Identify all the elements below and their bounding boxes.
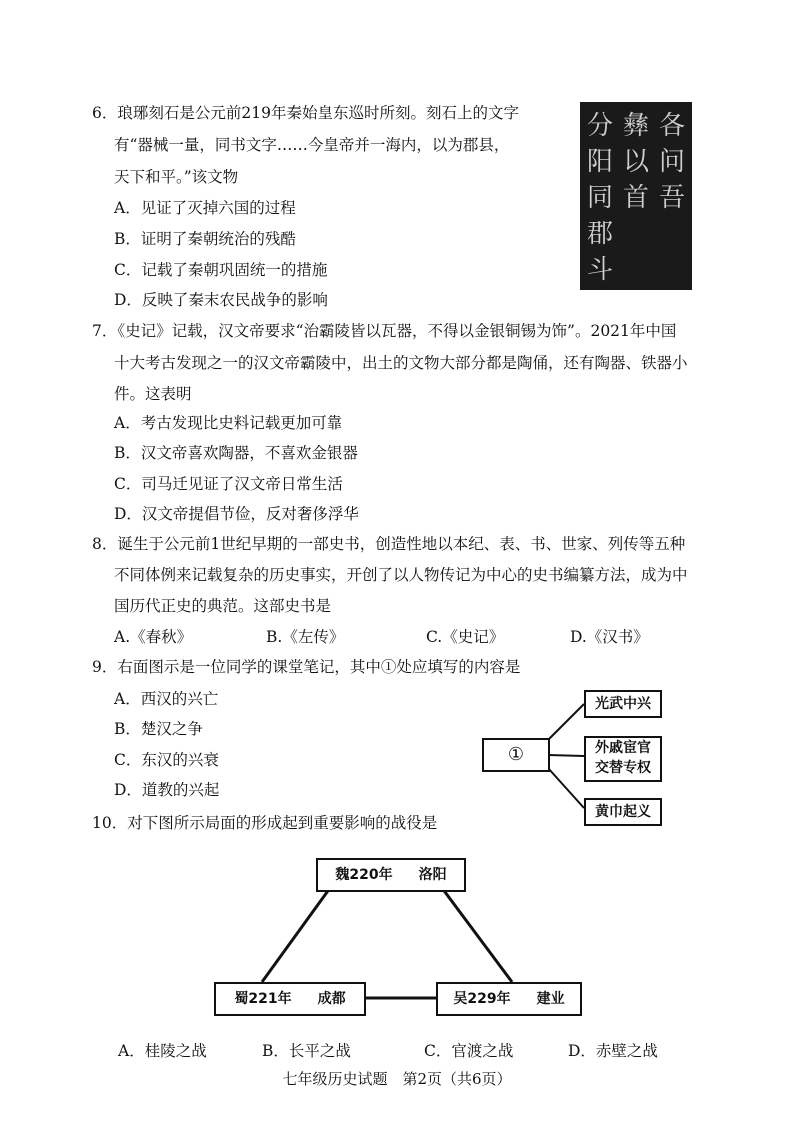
q7-stem-line-1: 7．《史记》记载，汉文帝要求“治霸陵皆以瓦器，不得以金银铜锡为饰”。2021年中国	[92, 322, 677, 340]
q7-option-a: A．考古发现比史料记载更加可靠	[114, 414, 343, 432]
q10-option-b: B．长平之战	[262, 1042, 351, 1060]
q9-option-a: A．西汉的兴亡	[114, 690, 219, 708]
q9-option-b: B．楚汉之争	[114, 720, 203, 738]
q9-connector-middle	[548, 755, 584, 756]
q10-shu-year: 蜀221年	[234, 991, 292, 1007]
q9-connector-bottom	[548, 768, 584, 808]
q7-stem-line-3: 件。这表明	[114, 385, 192, 403]
q10-wu-year: 吴229年	[453, 991, 511, 1007]
q8-stem-line-3: 国历代正史的典范。这部史书是	[114, 597, 332, 615]
q9-center-box: ①	[482, 738, 550, 772]
q6-option-d: D．反映了秦末农民战争的影响	[114, 291, 328, 309]
q6-stem-line-1: 6．琅琊刻石是公元前219年秦始皇东巡时所刻。刻石上的文字	[92, 104, 519, 122]
page-footer: 七年级历史试题 第2页（共6页）	[282, 1070, 512, 1088]
q6-option-a: A．见证了灭掉六国的过程	[114, 199, 296, 217]
q6-option-b: B．证明了秦朝统治的残酷	[114, 230, 296, 248]
q9-option-d: D．道教的兴起	[114, 781, 220, 799]
q7-option-c: C．司马迁见证了汉文帝日常生活	[114, 475, 343, 493]
q10-stem: 10．对下图所示局面的形成起到重要影响的战役是	[92, 814, 438, 832]
q9-stem: 9．右面图示是一位同学的课堂笔记，其中①处应填写的内容是	[92, 658, 521, 676]
q6-stem-line-2: 有“器械一量，同书文字……今皇帝并一海内，以为郡县，	[114, 136, 510, 154]
q8-option-a: A.《春秋》	[114, 628, 193, 646]
q10-option-a: A．桂陵之战	[118, 1042, 207, 1060]
stele-column-1: 分阳同郡斗	[586, 111, 613, 285]
q8-option-d: D.《汉书》	[570, 628, 649, 646]
q9-branch-guangwu: 光武中兴	[584, 690, 662, 718]
q9-branch-waiqi-line-1: 外戚宦官	[595, 740, 651, 756]
q10-option-d: D．赤壁之战	[568, 1042, 658, 1060]
q10-shu-capital: 成都	[317, 991, 346, 1007]
q7-option-b: B．汉文帝喜欢陶器，不喜欢金银器	[114, 444, 358, 462]
q10-wei-capital: 洛阳	[418, 867, 447, 883]
q7-option-d: D．汉文帝提倡节俭，反对奢侈浮华	[114, 505, 359, 523]
stele-column-2: 彝以首	[622, 111, 649, 213]
q9-option-c: C．东汉的兴衰	[114, 751, 219, 769]
q9-connector-top	[548, 704, 584, 740]
q10-wei-year: 魏220年	[335, 867, 393, 883]
q10-option-c: C．官渡之战	[424, 1042, 514, 1060]
q7-stem-line-2: 十大考古发现之一的汉文帝霸陵中，出土的文物大部分都是陶俑，还有陶器、铁器小	[114, 354, 688, 372]
stele-column-3: 各问吾	[658, 111, 685, 213]
q10-connector-wei-shu	[262, 888, 330, 982]
q9-branch-waiqi-line-2: 交替专权	[595, 760, 651, 776]
q10-wu-capital: 建业	[536, 991, 565, 1007]
q10-box-wu	[436, 982, 582, 1016]
q10-box-shu	[214, 982, 366, 1016]
q10-box-wei	[316, 858, 466, 892]
q9-branch-huangjin: 黄巾起义	[584, 798, 662, 826]
q6-stem-line-3: 天下和平。”该文物	[114, 168, 239, 186]
q8-stem-line-2: 不同体例来记载复杂的历史事实，开创了以人物传记为中心的史书编纂方法，成为中	[114, 566, 688, 584]
q9-branch-waiqi	[584, 736, 662, 782]
q6-option-c: C．记载了秦朝巩固统一的措施	[114, 261, 328, 279]
q8-option-c: C.《史记》	[426, 628, 505, 646]
q8-option-b: B.《左传》	[266, 628, 345, 646]
q10-connector-wei-wu	[442, 888, 512, 982]
q8-stem-line-1: 8．诞生于公元前1世纪早期的一部史书，创造性地以本纪、表、书、世家、列传等五种	[92, 535, 686, 553]
